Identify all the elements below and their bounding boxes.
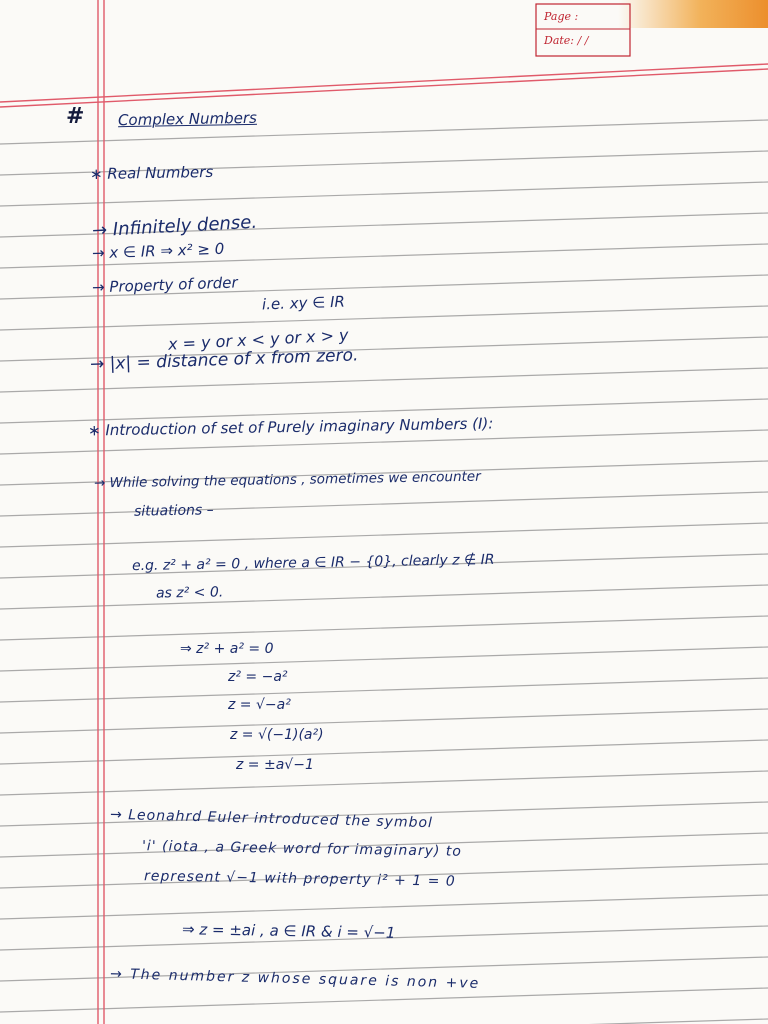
note-line: situations – (133, 502, 214, 520)
note-line: x = y or x < y or x > y (167, 325, 349, 354)
section-heading-real-numbers: ∗ Real Numbers (89, 162, 214, 184)
ruled-line (0, 647, 768, 671)
note-line: → x ∈ IR ⇒ x² ≥ 0 (91, 239, 225, 263)
ruled-line (0, 771, 768, 795)
ruled-line (0, 678, 768, 702)
note-line: 'i' (iota , a Greek word for imaginary) to (141, 838, 463, 860)
ruled-line (0, 306, 768, 330)
note-line: represent √−1 with property i² + 1 = 0 (143, 868, 456, 890)
note-line: z² = −a² (228, 669, 288, 685)
note-line: → |x| = distance of x from zero. (89, 345, 359, 375)
ruled-line (0, 523, 768, 547)
page-label: Page : (544, 10, 579, 23)
ruled-line (0, 1019, 768, 1024)
note-line: → Infinitely dense. (91, 211, 258, 242)
page-date-box (536, 4, 630, 56)
note-line: → Property of order (91, 273, 238, 297)
note-line: z = √−a² (228, 697, 291, 713)
ruled-line (0, 988, 768, 1012)
note-line: as z² < 0. (155, 584, 224, 602)
note-line: → The number z whose square is non +ve (109, 966, 481, 992)
ruled-line (0, 492, 768, 520)
hash-mark: # (66, 104, 85, 129)
note-line: ⇒ z² + a² = 0 (180, 641, 274, 657)
note-title: Complex Numbers (117, 108, 258, 130)
ruled-line (0, 709, 768, 733)
ruled-line (0, 740, 768, 764)
ruled-line (0, 182, 768, 206)
ruled-line (0, 616, 768, 640)
note-line: e.g. z² + a² = 0 , where a ∈ IR − {0}, clearly z ∉ IR (131, 551, 495, 575)
note-line: i.e. xy ∈ IR (261, 292, 346, 314)
ruled-line (0, 895, 768, 919)
note-line: ∗ Introduction of set of Purely imaginary Numbers (I): (87, 414, 494, 440)
note-line: z = √(−1)(a²) (230, 727, 324, 743)
note-line: z = ±a√−1 (236, 757, 314, 773)
note-line: ⇒ z = ±ai , a ∈ IR & i = √−1 (181, 920, 396, 942)
note-line: → While solving the equations , sometimes we encounter (93, 468, 481, 492)
note-line: → Leonahrd Euler introduced the symbol (109, 806, 434, 832)
ruled-line (0, 120, 768, 144)
ruled-line (0, 585, 768, 609)
date-label: Date: / / (544, 34, 589, 47)
